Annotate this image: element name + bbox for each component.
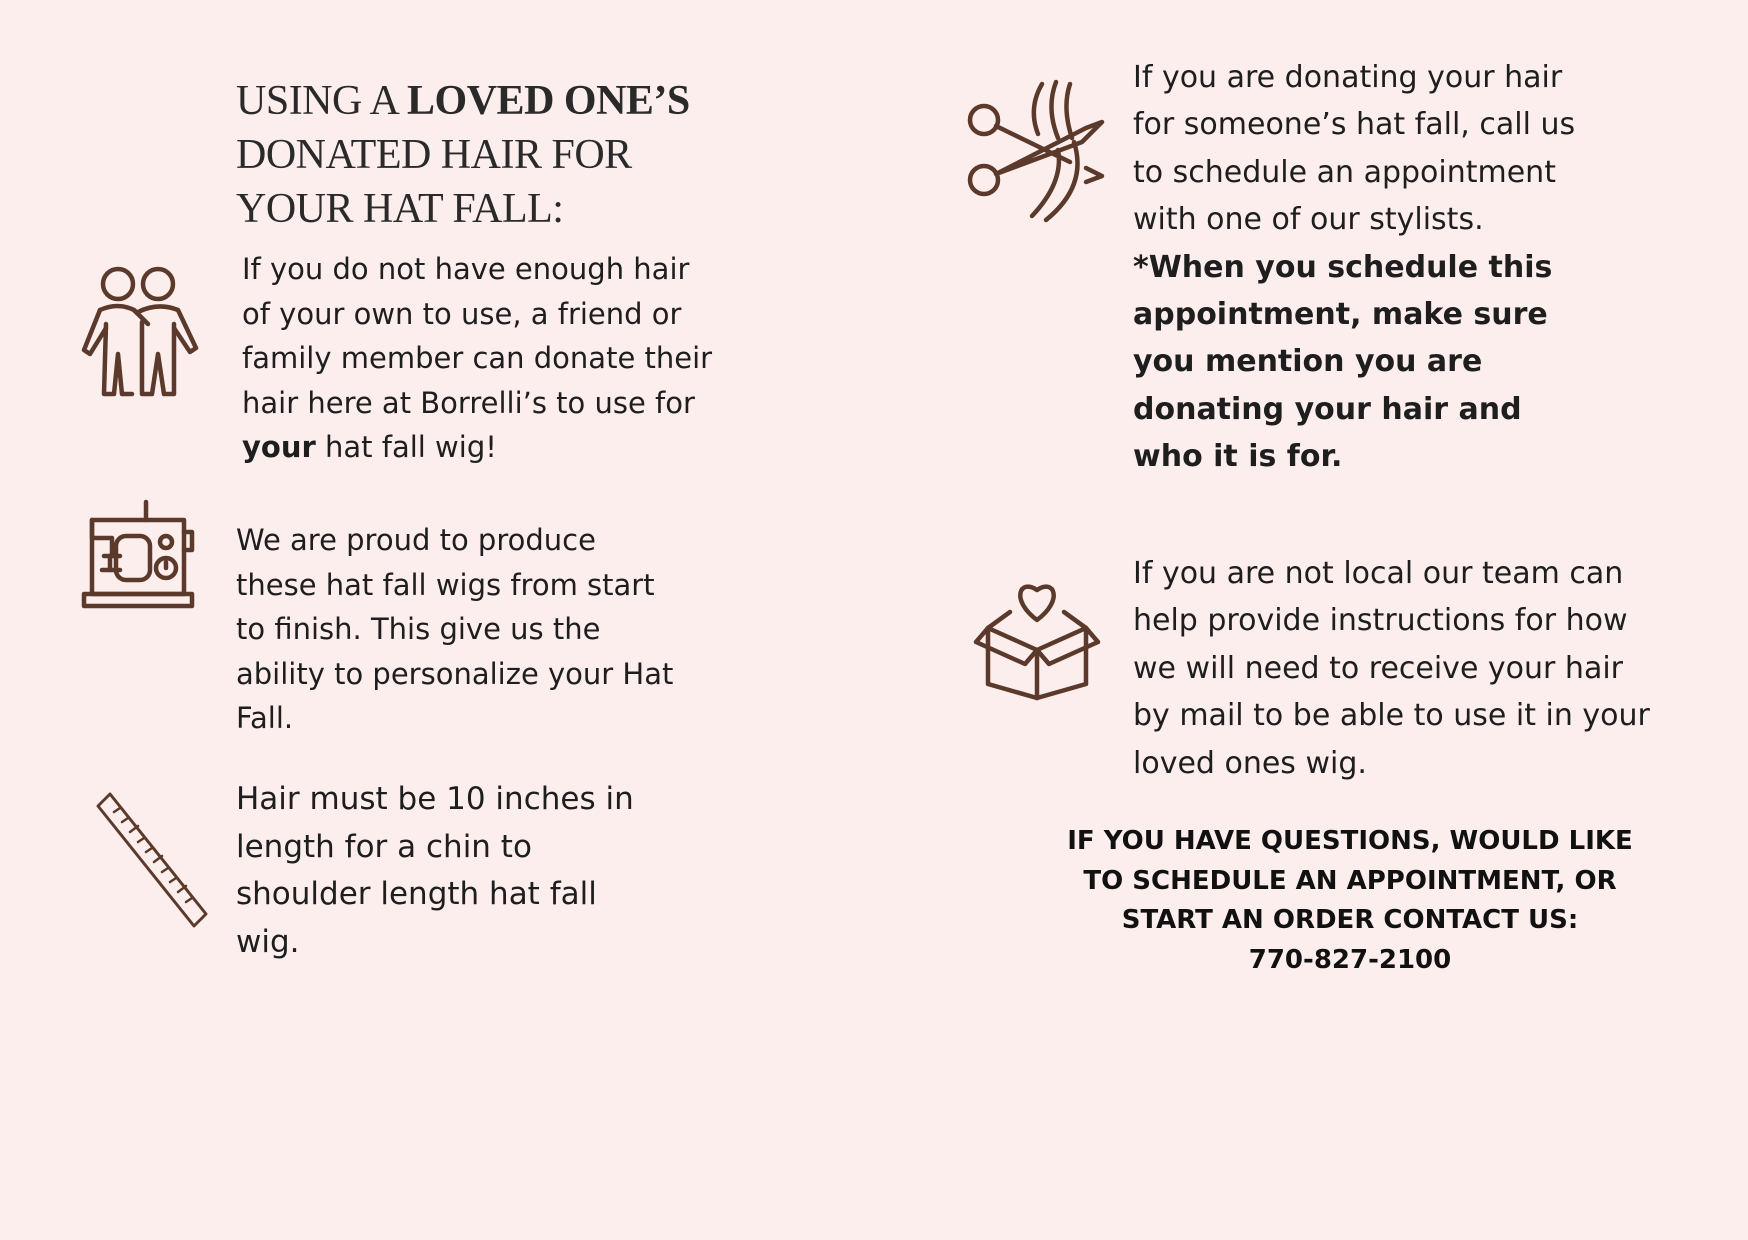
donating-appointment-text: If you are donating your hair for someone’s hat fall, call us to schedule an appointment with one of our stylists. *When you schedule this appointment, make sure you mention you are donating your hair and who it is for. — [1133, 60, 1576, 475]
title-line-3: YOUR HAT FALL: — [236, 186, 564, 232]
people-icon — [78, 262, 200, 400]
page-title — [236, 74, 706, 236]
ruler-icon — [90, 790, 210, 930]
box-heart-icon — [970, 568, 1104, 702]
friend-donation-text: If you do not have enough hair of your own to use, a friend or family member can donate their hair here at Borrelli’s to use for your hat fall wig! — [242, 252, 713, 464]
sewing-machine-icon — [80, 498, 196, 612]
contact-line-2: TO SCHEDULE AN APPOINTMENT, OR — [1083, 865, 1617, 896]
contact-line-1: IF YOU HAVE QUESTIONS, WOULD LIKE — [1067, 826, 1633, 856]
contact-info — [1060, 822, 1640, 980]
production-text: We are proud to produce these hat fall wigs from start to finish. This give us the ability to personalize your Hat Fall. — [236, 523, 674, 735]
title-line-1: USING A LOVED ONE’S — [236, 78, 690, 124]
title-line-2: DONATED HAIR FOR — [236, 132, 632, 178]
hair-length-text: Hair must be 10 inches in length for a chin to shoulder length hat fall wig. — [236, 781, 634, 960]
contact-line-3: START AN ORDER CONTACT US: — [1121, 905, 1579, 935]
scissors-hair-icon — [962, 78, 1108, 226]
mail-instructions-text: If you are not local our team can help provide instructions for how we will need to receive your hair by mail to be able to use it in your loved ones wig. — [1133, 556, 1650, 781]
contact-phone[interactable]: 770-827-2100 — [1248, 944, 1452, 975]
